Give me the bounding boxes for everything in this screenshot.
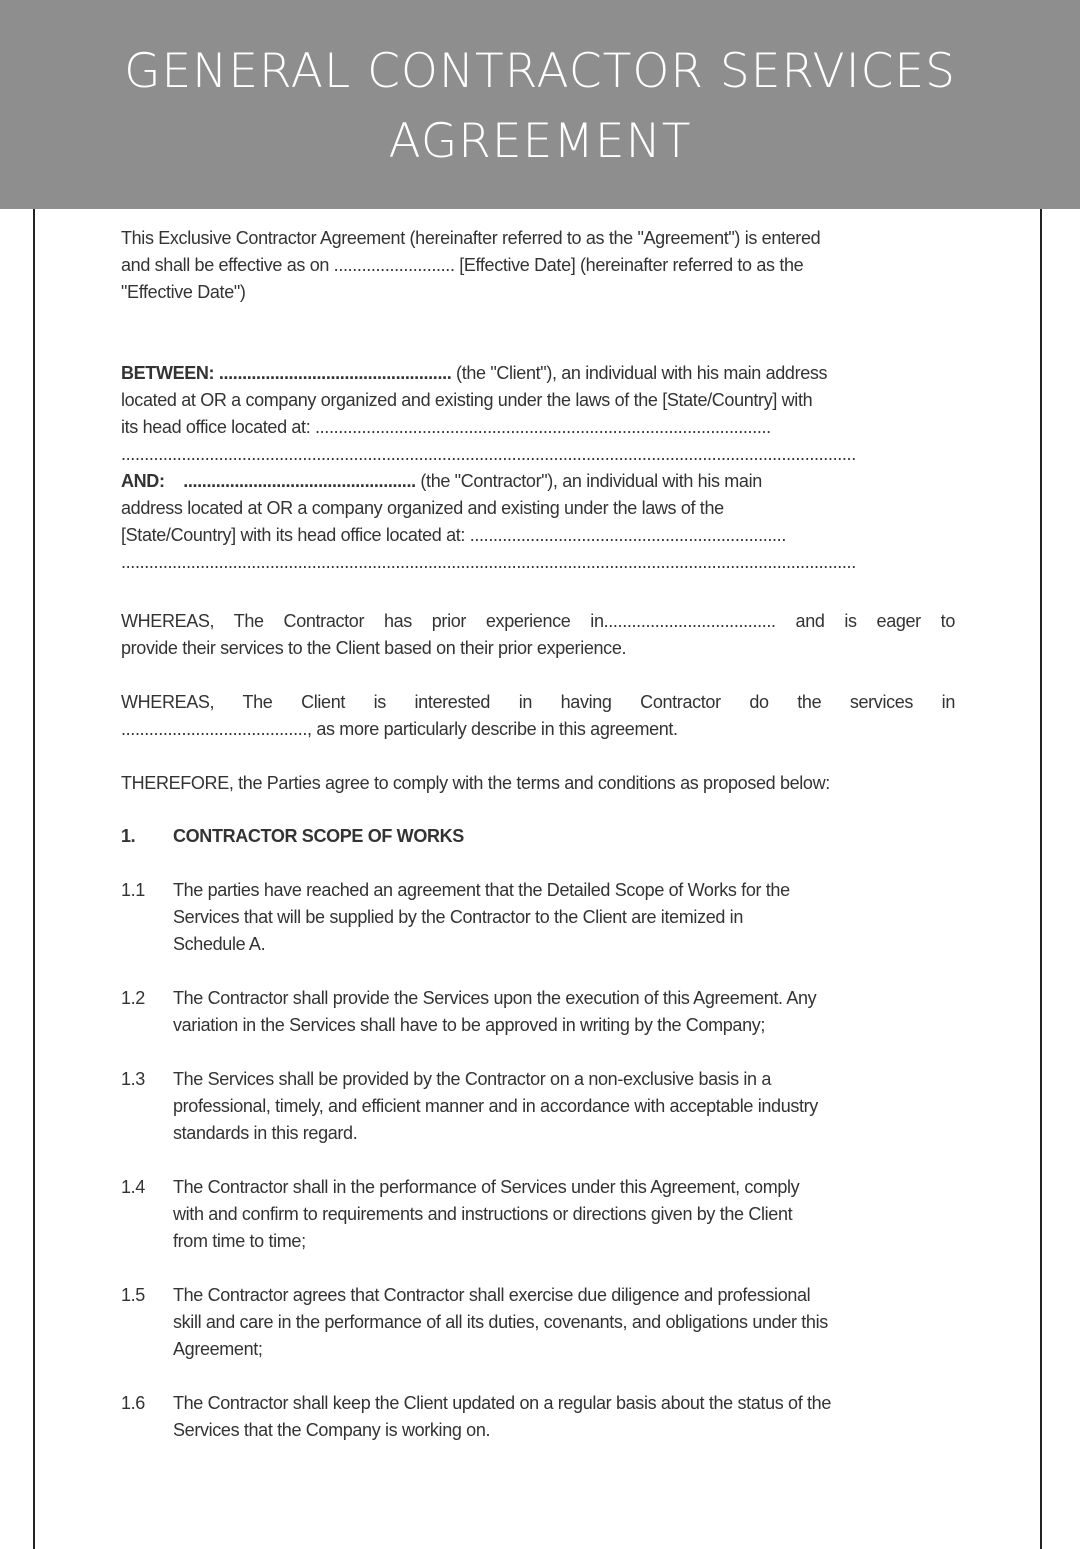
text-line: Services that will be supplied by the Contractor to the Client are itemized in — [173, 907, 743, 927]
text-line: This Exclusive Contractor Agreement (hereinafter referred to as the "Agreement") is entered — [121, 228, 821, 248]
therefore-paragraph — [121, 770, 955, 797]
text-line: .............................................................................................................................................................. — [121, 552, 856, 572]
text-line: standards in this regard. — [173, 1123, 358, 1143]
text-line: variation in the Services shall have to be approved in writing by the Company; — [173, 1015, 766, 1035]
section-number: 1. — [121, 826, 136, 846]
between-label: BETWEEN: .................................................. — [121, 363, 452, 383]
clause-number: 1.5 — [121, 1285, 145, 1305]
text-line: The Contractor shall provide the Services upon the execution of this Agreement. Any — [173, 988, 817, 1008]
clause-number: 1.1 — [121, 880, 145, 900]
text-line: The Services shall be provided by the Contractor on a non-exclusive basis in a — [173, 1069, 772, 1089]
clause-text — [173, 877, 963, 958]
clause-text — [173, 1390, 963, 1444]
text-line: Schedule A. — [173, 934, 266, 954]
text-span: (the "Client"), an individual with his main address — [451, 363, 828, 383]
text-line: The Contractor shall keep the Client updated on a regular basis about the status of the — [173, 1393, 831, 1413]
and-paragraph — [121, 468, 955, 576]
text-line: ........................................, as more particularly describe in this agreement. — [121, 719, 678, 739]
text-line: its head office located at: .................................................................................................. — [121, 417, 771, 437]
whereas-paragraph-2 — [121, 689, 955, 743]
text-line: THEREFORE, the Parties agree to comply with the terms and conditions as proposed below: — [121, 773, 830, 793]
title-line-1: GENERAL CONTRACTOR SERVICES — [124, 44, 956, 99]
clause-text — [173, 1282, 963, 1363]
document-title-banner — [0, 0, 1080, 209]
clause-text — [173, 1066, 963, 1147]
text-line: professional, timely, and efficient manner and in accordance with acceptable industry — [173, 1096, 818, 1116]
text-line: Services that the Company is working on. — [173, 1420, 491, 1440]
text-line: with and confirm to requirements and instructions or directions given by the Client — [173, 1204, 793, 1224]
text-line: WHEREAS, The Contractor has prior experience in..................................... and is eager to — [121, 611, 955, 631]
text-line — [121, 360, 955, 387]
whereas-paragraph-1 — [121, 608, 955, 662]
text-line: from time to time; — [173, 1231, 306, 1251]
text-line: .............................................................................................................................................................. — [121, 444, 856, 464]
text-line: [State/Country] with its head office located at: .................................................................... — [121, 525, 786, 545]
text-line: The Contractor agrees that Contractor shall exercise due diligence and professional — [173, 1285, 811, 1305]
text-line: The Contractor shall in the performance of Services under this Agreement, comply — [173, 1177, 800, 1197]
text-line: located at OR a company organized and existing under the laws of the [State/Country] with — [121, 390, 813, 410]
clause-number: 1.4 — [121, 1177, 145, 1197]
text-line: address located at OR a company organized and existing under the laws of the — [121, 498, 724, 518]
text-line: "Effective Date") — [121, 282, 246, 302]
between-paragraph — [121, 360, 955, 468]
section-title: CONTRACTOR SCOPE OF WORKS — [173, 826, 464, 846]
clause-text — [173, 1174, 963, 1255]
clause-text — [173, 985, 963, 1039]
text-line: The parties have reached an agreement that the Detailed Scope of Works for the — [173, 880, 790, 900]
clause-number: 1.6 — [121, 1393, 145, 1413]
title-line-2: AGREEMENT — [388, 114, 692, 169]
text-line: provide their services to the Client based on their prior experience. — [121, 638, 627, 658]
text-line — [121, 468, 955, 495]
text-line: Agreement; — [173, 1339, 263, 1359]
text-line: skill and care in the performance of all its duties, covenants, and obligations under this — [173, 1312, 828, 1332]
clause-number: 1.2 — [121, 988, 145, 1008]
text-line: WHEREAS, The Client is interested in having Contractor do the services in — [121, 692, 955, 712]
intro-paragraph — [121, 225, 955, 306]
and-label: AND: .................................................. — [121, 471, 416, 491]
text-line: and shall be effective as on .......................... [Effective Date] (hereinafter referred to as the — [121, 255, 804, 275]
text-span: (the "Contractor"), an individual with his main — [415, 471, 762, 491]
clause-number: 1.3 — [121, 1069, 145, 1089]
section-heading — [121, 823, 955, 850]
